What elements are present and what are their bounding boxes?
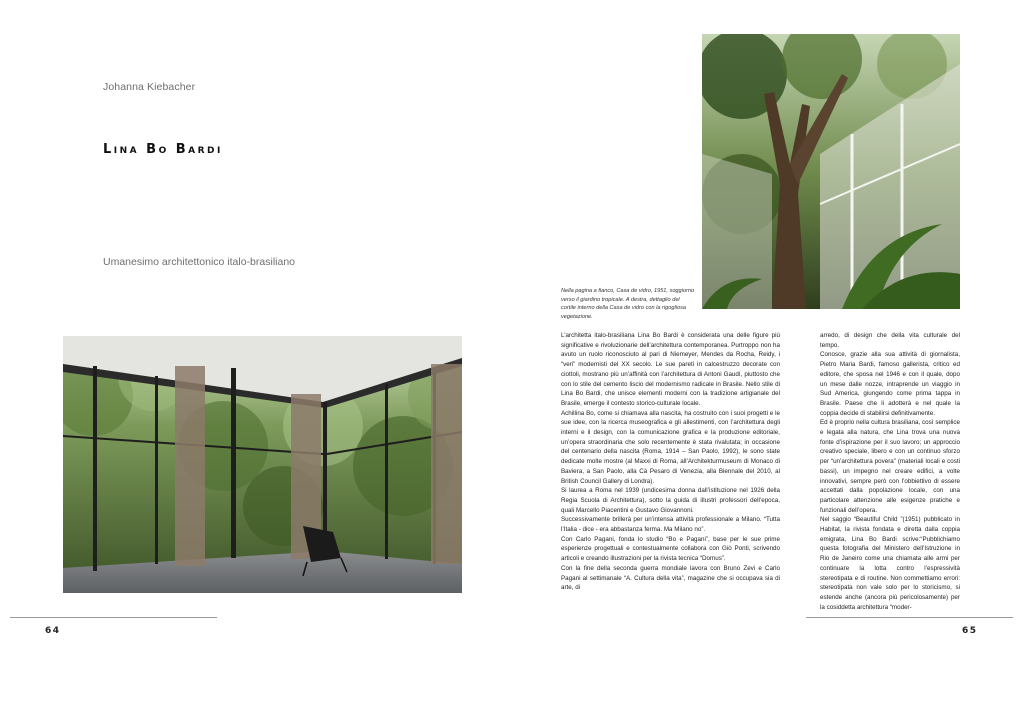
page-number-left: 64 [45,626,61,636]
courtyard-image [702,34,960,309]
paragraph: L’architetta italo-brasiliana Lina Bo Bardi è considerata una delle figure più significative e rivoluzionarie dell’architettura contemporanea. Purtroppo non ha avuto un ruolo riconosciuto al pari di Niemeyer, Mendes da Rocha, Reidy, i “veri” modernisti del XX secolo. Le sue pareti in calcestruzzo decorate con ciottoli, mostrano più un’affinità con l’architettura di Antoni Gaudí, piuttosto che con lo stile del cemento liscio del modernismo radicale in Brasile. Nello stile di Lina Bo Bardi, che unisce elementi moderni con la tradizione artigianale del Brasile, emerge il contesto storico-culturale locale. [561,332,780,407]
courtyard-photo [702,34,960,309]
paragraph: Nel saggio “Beautiful Child ”(1951) pubblicato in Habitat, la rivista fondata e diretta dalla coppia emigrata, Lina Bo Bardi scrive:“Pubblichiamo questa fotografia del Ministero dell’Istruzione in Rio de Janeiro come una chiamata alle armi per continuare la lotta contro l’espressività stereotipata e di routine. Non commettiamo errori: stereotipata non vale solo per lo storicismo, si estende anche (ancora più pericolosamente) per la cosiddetta architettura “moder- [820,516,960,611]
paragraph: Successivamente brillerà per un’intensa attività professionale a Milano. “Tutta l’Italia - dice - era abbastanza ferma. Ma Milano no”. [561,516,780,534]
paragraph: Conosce, grazie alla sua attività di giornalista, Pietro Maria Bardi, famoso gallerista, critico ed editore, che sposa nel 1946 e con il quale, dopo un mese dalle nozze, intraprende un viaggio in Sud America, giungendo come prima tappa in Brasile. Paese che li adotterà e nel quale la coppia decide di stabilirsi definitivamente. [820,351,960,417]
footer-rule-left [10,617,217,618]
paragraph: Con Carlo Pagani, fonda lo studio “Bo e Pagani”, base per le sue prime esperienze progettuali e contestualmente collabora con Giò Ponti, scrivendo articoli e creando illustrazioni per la rivista tecnica “Domus”. [561,535,780,563]
page-number-right: 65 [962,626,978,636]
body-column-2 [820,331,960,612]
author-name: Johanna Kiebacher [103,81,196,93]
paragraph: Si laurea a Roma nel 1939 (undicesima donna dall’istituzione nel 1926 della Regia Scuola di Architettura), sotto la guida di illustri professori dell’epoca, quali Marcello Piacentini e Gustavo Giovannoni. [561,487,780,514]
living-room-photo [63,336,462,593]
paragraph: Con la fine della seconda guerra mondiale lavora con Bruno Zevi e Carlo Pagani al settimanale “A. Cultura della vita”, magazine che si occupava sia di arte, di [561,564,780,592]
paragraph: arredo, di design che della vita culturale del tempo. [820,332,960,349]
living-room-image [63,336,462,593]
paragraph: Achillina Bo, come si chiamava alla nascita, ha costruito con i suoi progetti e le sue idee, con la ricerca museografica e gli allestimenti, con l’architettura degli interni e il design, con la comunicazione grafica e la produzione editoriale, un’opera straordinaria che solo recentemente è stata rivalutata; in occasione del centenario della nascita (Roma, 1914 – San Paolo, 1992), le sono state dedicate molte mostre (al Maxxi di Roma, all’Architekturmuseum di Monaco di Baviera, a San Paolo, alla Cà Pesaro di Venezia, alla Biennale del 2010, al British Council Gallery di Londra). [561,409,780,485]
photo-caption: Nella pagina a fianco, Casa de vidro, 1951, soggiorno verso il giardino tropicale. A destra, dettaglio del cortile interno della Casa de vidro con la rigogliosa vegetazione. [561,288,695,321]
body-column-1 [561,331,780,593]
footer-rule-right [806,617,1013,618]
paragraph: Ed è proprio nella cultura brasiliana, così semplice e legata alla natura, che Lina trova una nuova fonte d’ispirazione per il suo lavoro; un approccio creativo speciale, libero e con un continuo sforzo per “un’architettura povera” (materiali locali e costi bassi), un impegno nel creare edifici, a volte innovativi, sempre però con l’obbiettivo di essere accettati dalla popolazione locale, con una particolare attenzione alle esigenze pratiche e funzionali dell’opera. [820,419,960,514]
article-title: Lina Bo Bardi [103,142,223,157]
article-subtitle: Umanesimo architettonico italo-brasiliano [103,256,296,268]
